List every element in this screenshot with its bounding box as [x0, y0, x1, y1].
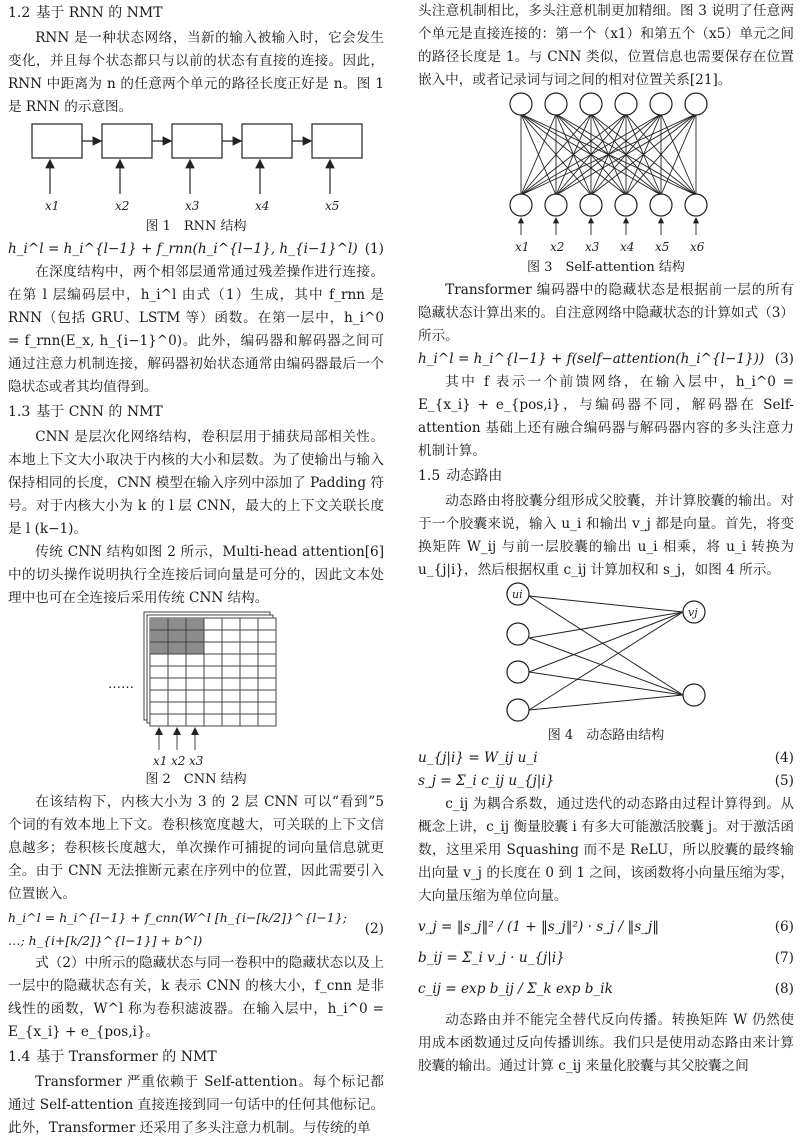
equation-text: v_j = ‖s_j‖² / (1 + ‖s_j‖²) · s_j / ‖s_j‖: [418, 919, 660, 935]
input-node: [615, 194, 637, 216]
section-title: 基于 CNN 的 NMT: [36, 404, 163, 420]
paragraph: 动态路由将胶囊分组形成父胶囊，并计算胶囊的输出。对于一个胶囊来说，输入 u_i 和输出 v_j 都是向量。首先，将变换矩阵 W_ij 与前一层胶囊的输出 u_i 相乘，将 u_i 转换为 u_{j|i}，然后根据权重 c_ij 计算加权和 s_j，如图 4 所示。: [418, 493, 794, 578]
section-heading-1-3: [8, 401, 384, 424]
equation-text: s_j = Σ_i c_ij u_{j|i}: [418, 773, 555, 789]
input-node: [685, 194, 707, 216]
rnn-cell: [242, 124, 292, 158]
input-capsule: [507, 661, 529, 683]
paragraph: c_ij 为耦合系数，通过迭代的动态路由过程计算得到。从概念上讲，c_ij 衡量胶囊 i 有多大可能激活胶囊 j。对于激活函数，这里采用 Squashing 而不是 ReLU，所以胶囊的最终输出向量 v_j 的长度在 0 到 1 之间，该函数将小向量压缩为零，大向量压缩为单位向量。: [418, 796, 794, 904]
cnn-diagram: [8, 610, 384, 768]
section-number: 1.3: [8, 404, 31, 420]
capsule-label: ui: [512, 588, 523, 601]
equation-text: h_i^l = h_i^{l−1} + f(self−attention(h_i^{l−1})): [418, 351, 765, 367]
equation-5: [418, 770, 794, 793]
input-label: x5: [655, 240, 670, 254]
ellipsis: ……: [108, 677, 134, 692]
input-label: x4: [255, 199, 270, 213]
input-label: x5: [325, 199, 340, 213]
attention-node: [650, 93, 672, 115]
figure-caption: 图 1 RNN 结构: [145, 219, 247, 234]
paragraph: 式（2）中所示的隐藏状态与同一卷积中的隐藏状态以及上一层中的隐藏状态有关，k 表示 CNN 的核大小，f_cnn 是非线性的函数，W^l 称为卷积滤波器。在输入层中，h_i^0 = E_{x_i} + e_{pos,i}。: [8, 955, 384, 1040]
equation-1: [8, 238, 384, 261]
section-number: 1.4: [8, 1049, 31, 1065]
equation-6: [418, 916, 794, 939]
attention-node: [510, 93, 532, 115]
input-label: x1: [45, 199, 60, 213]
figure-caption: 图 2 CNN 结构: [145, 772, 247, 787]
input-node: [510, 194, 532, 216]
attention-node: [685, 93, 707, 115]
rnn-cell: [312, 124, 362, 158]
paragraph: 在深度结构中，两个相邻层通常通过残差操作进行连接。在第 l 层编码层中，h_i^l 由式（1）生成，其中 f_rnn 是 RNN（包括 GRU、LSTM 等）函数。在第一层中，h_i^0 = f_rnn(E_x, h_{i−1}^0)。此外，编码器和解码器之间可通过注意力机制连接，解码器初始状态通常由编码器最后一个隐状态或者其均值得到。: [8, 264, 384, 395]
rnn-cell: [102, 124, 152, 158]
equation-number: (6): [774, 919, 794, 935]
equation-text: b_ij = Σ_i v_j · u_{j|i}: [418, 950, 565, 966]
right-column: [418, 0, 794, 1078]
input-label: x6: [690, 240, 705, 254]
input-capsule: [507, 623, 529, 645]
equation-number: (4): [774, 750, 794, 766]
figure-4-dynamic-routing: [418, 582, 794, 724]
figure-caption: 图 4 动态路由结构: [547, 728, 665, 743]
equation-text: c_ij = exp b_ij / Σ_k exp b_ik: [418, 981, 613, 997]
equation-number: (1): [364, 241, 384, 257]
paragraph: Transformer 严重依赖于 Self-attention。每个标记都通过 Self-attention 直接连接到同一句话中的任何其他标记。此外，Transformer 还采用了多头注意力机制。与传统的单: [8, 1074, 384, 1136]
rnn-cell: [32, 124, 82, 158]
input-label: x2: [550, 240, 565, 254]
rnn-diagram: [8, 119, 384, 215]
paragraph: CNN 是层次化网络结构，卷积层用于捕获局部相关性。本地上下文大小取决于内核的大小和层数。为了使输出与输入保持相同的长度，CNN 模型在输入序列中添加了 Padding 符号。对于内核大小为 k 的 l 层 CNN，最大的上下文关联长度是 l (k−1)。: [8, 429, 384, 537]
input-node: [650, 194, 672, 216]
section-heading-1-5: [418, 465, 794, 488]
figure-1-rnn: [8, 119, 384, 215]
attention-node: [615, 93, 637, 115]
input-label: x2: [171, 754, 186, 768]
self-attention-diagram: [418, 92, 794, 256]
equation-7: [418, 947, 794, 970]
input-label: x2: [115, 199, 130, 213]
section-heading-1-4: [8, 1046, 384, 1069]
equation-number: (3): [774, 351, 794, 367]
paragraph: 在该结构下，内核大小为 3 的 2 层 CNN 可以“看到”5 个词的有效本地上下文。卷积核宽度越大，可关联的上下文信息越多；卷积核长度越大，单次操作可捕捉的词向量信息就更全。由于 CNN 无法推断元素在序列中的位置，因此需要引入位置嵌入。: [8, 794, 384, 902]
figure-caption: 图 3 Self-attention 结构: [527, 260, 685, 275]
paragraph: 动态路由并不能完全替代反向传播。转换矩阵 W 仍然使用成本函数通过反向传播训练。我们只是使用动态路由来计算胶囊的输出。通过计算 c_ij 来量化胶囊与其父胶囊之间: [418, 1012, 794, 1074]
capsule-label: vj: [688, 606, 698, 619]
equation-number: (2): [364, 920, 384, 937]
equation-number: (5): [774, 773, 794, 789]
figure-2-cnn: [8, 610, 384, 768]
input-label: x3: [189, 754, 204, 768]
paragraph: RNN 是一种状态网络，当新的输入被输入时，它会发生变化，并且每个状态都只与以前的状态有直接的连接。因此，RNN 中距离为 n 的任意两个单元的路径长度正好是 n。图 1 是 RNN 的示意图。: [8, 30, 384, 115]
section-title: 基于 Transformer 的 NMT: [36, 1049, 217, 1065]
attention-node: [545, 93, 567, 115]
equation-text: u_{j|i} = W_ij u_i: [418, 750, 538, 766]
equation-text: h_i^l = h_i^{l−1} + f_rnn(h_i^{l−1}, h_{i−1}^l): [8, 241, 358, 257]
paragraph: 其中 f 表示一个前馈网络，在输入层中，h_i^0 = E_{x_i} + e_{pos,i}，与编码器不同，解码器在 Self-attention 基础上还有融合编码器与解码器内容的多头注意力机制计算。: [418, 374, 794, 459]
equation-number: (7): [774, 950, 794, 966]
input-label: x1: [515, 240, 530, 254]
equation-4: [418, 747, 794, 770]
input-node: [545, 194, 567, 216]
input-capsule: [507, 699, 529, 721]
left-column: [8, 0, 384, 1140]
attention-node: [580, 93, 602, 115]
equation-8: [418, 978, 794, 1001]
input-node: [580, 194, 602, 216]
figure-3-self-attention: [418, 92, 794, 256]
input-label: x4: [620, 240, 635, 254]
section-title: 基于 RNN 的 NMT: [36, 5, 163, 21]
input-label: x3: [585, 240, 600, 254]
section-title: 动态路由: [446, 468, 503, 484]
paragraph: Transformer 编码器中的隐藏状态是根据前一层的所有隐藏状态计算出来的。自注意网络中隐藏状态的计算如式（3）所示。: [418, 282, 794, 344]
input-label: x1: [153, 754, 168, 768]
section-number: 1.2: [8, 5, 31, 21]
section-heading-1-2: [8, 2, 384, 25]
equation-text: h_i^l = h_i^{l−1} + f_cnn(W^l [h_{i−[k/2]}^{l−1}; …; h_{i+[k/2]}^{l−1}] + b^l): [8, 910, 347, 948]
output-capsule: [683, 684, 705, 706]
input-label: x3: [185, 199, 200, 213]
paragraph: 头注意机制相比，多头注意机制更加精细。图 3 说明了任意两个单元是直接连接的：第一个（x1）和第五个（x5）单元之间的路径长度是 1。与 CNN 类似，位置信息也需要保存在位置嵌入中，或者记录词与词之间的相对位置关系[21]。: [418, 3, 794, 88]
dynamic-routing-diagram: [418, 582, 794, 724]
paragraph: 传统 CNN 结构如图 2 所示，Multi-head attention[6] 中的切头操作说明执行全连接后词向量是可分的，因此文本处理中也可在全连接后采用传统 CNN 结构。: [8, 544, 384, 606]
equation-2: [8, 906, 384, 952]
section-number: 1.5: [418, 468, 441, 484]
equation-3: [418, 348, 794, 371]
rnn-cell: [172, 124, 222, 158]
equation-number: (8): [774, 981, 794, 997]
